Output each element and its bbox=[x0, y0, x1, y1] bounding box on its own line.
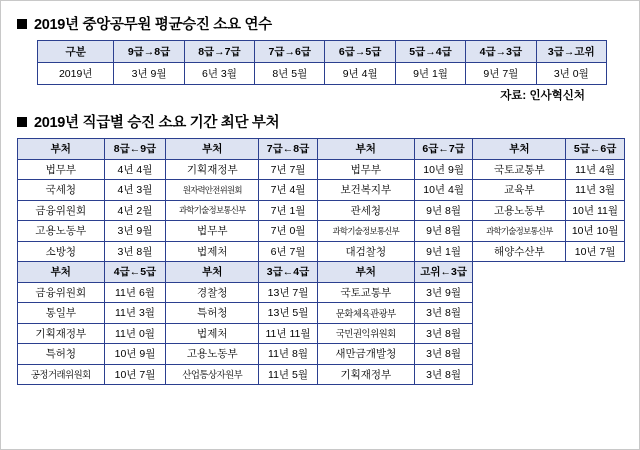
empty-cell bbox=[566, 303, 625, 324]
empty-cell bbox=[473, 323, 566, 344]
table-cell: 7년 0월 bbox=[259, 221, 318, 242]
table-cell: 고용노동부 bbox=[473, 200, 566, 221]
table-cell: 11년 11월 bbox=[259, 323, 318, 344]
table-cell: 10년 10월 bbox=[566, 221, 625, 242]
table-cell: 11년 8월 bbox=[259, 344, 318, 365]
empty-cell bbox=[566, 344, 625, 365]
table-header-cell: 고위←3급 bbox=[414, 262, 473, 283]
table-cell: 9년 8월 bbox=[414, 221, 473, 242]
empty-cell bbox=[473, 364, 566, 385]
table-header-cell: 3급→고위 bbox=[536, 41, 606, 63]
table-cell: 3년 9월 bbox=[414, 282, 473, 303]
table-cell: 10년 7월 bbox=[566, 241, 625, 262]
table-cell: 11년 3월 bbox=[104, 303, 166, 324]
table-header-cell: 부처 bbox=[317, 262, 414, 283]
table-cell: 국토교통부 bbox=[473, 159, 566, 180]
table-cell: 4년 2월 bbox=[104, 200, 166, 221]
empty-cell bbox=[566, 323, 625, 344]
shortest-promotion-ministries-table bbox=[17, 138, 625, 385]
empty-cell bbox=[566, 364, 625, 385]
table-cell: 4년 4월 bbox=[104, 159, 166, 180]
empty-cell bbox=[566, 262, 625, 283]
square-bullet-icon bbox=[17, 117, 27, 127]
table-cell: 3년 8월 bbox=[414, 303, 473, 324]
empty-cell bbox=[473, 344, 566, 365]
table-row bbox=[18, 200, 625, 221]
table-cell: 과학기술정보통신부 bbox=[473, 221, 566, 242]
table-cell: 법무부 bbox=[166, 221, 259, 242]
table-cell: 특허청 bbox=[166, 303, 259, 324]
table-cell: 관세청 bbox=[317, 200, 414, 221]
table-cell: 보건복지부 bbox=[317, 180, 414, 201]
table-cell: 9년 1월 bbox=[414, 241, 473, 262]
table-cell: 10년 11월 bbox=[566, 200, 625, 221]
table-cell: 9년 7월 bbox=[466, 63, 536, 85]
table-cell: 10년 4월 bbox=[414, 180, 473, 201]
table-cell: 법제처 bbox=[166, 323, 259, 344]
table-cell: 11년 0월 bbox=[104, 323, 166, 344]
empty-cell bbox=[566, 282, 625, 303]
table-cell: 고용노동부 bbox=[18, 221, 105, 242]
table-cell: 기획재정부 bbox=[166, 159, 259, 180]
table-row bbox=[18, 364, 625, 385]
table-cell: 특허청 bbox=[18, 344, 105, 365]
table-cell: 국토교통부 bbox=[317, 282, 414, 303]
table-header-cell: 부처 bbox=[18, 139, 105, 160]
table-cell: 3년 8월 bbox=[414, 344, 473, 365]
table-cell: 10년 9월 bbox=[414, 159, 473, 180]
table-header-row bbox=[38, 41, 607, 63]
table-header-cell: 5급←6급 bbox=[566, 139, 625, 160]
table-cell: 3년 8월 bbox=[104, 241, 166, 262]
table-header-cell: 4급→3급 bbox=[466, 41, 536, 63]
table-cell: 11년 6월 bbox=[104, 282, 166, 303]
average-promotion-years-table bbox=[37, 40, 607, 85]
table-row bbox=[38, 63, 607, 85]
table-cell: 국민권익위원회 bbox=[317, 323, 414, 344]
table-header-cell: 부처 bbox=[473, 139, 566, 160]
table-cell: 과학기술정보통신부 bbox=[166, 200, 259, 221]
table-cell: 8년 5월 bbox=[255, 63, 325, 85]
table-cell: 국세청 bbox=[18, 180, 105, 201]
table-cell: 교육부 bbox=[473, 180, 566, 201]
section2-heading bbox=[17, 111, 625, 132]
table-header-row bbox=[18, 262, 625, 283]
table-header-cell: 6급→5급 bbox=[325, 41, 395, 63]
table-cell: 해양수산부 bbox=[473, 241, 566, 262]
table-row bbox=[18, 303, 625, 324]
table-header-cell: 3급←4급 bbox=[259, 262, 318, 283]
table-header-cell: 부처 bbox=[317, 139, 414, 160]
table-cell: 11년 4월 bbox=[566, 159, 625, 180]
table-cell: 통일부 bbox=[18, 303, 105, 324]
table-cell: 법제처 bbox=[166, 241, 259, 262]
table-cell: 문화체육관광부 bbox=[317, 303, 414, 324]
section1-heading bbox=[17, 13, 625, 34]
table-cell: 기획재정부 bbox=[317, 364, 414, 385]
table-cell: 기획재정부 bbox=[18, 323, 105, 344]
table-cell: 2019년 bbox=[38, 63, 114, 85]
table-row bbox=[18, 323, 625, 344]
table-header-cell: 부처 bbox=[166, 262, 259, 283]
table-row bbox=[18, 221, 625, 242]
table-row bbox=[18, 159, 625, 180]
table-cell: 3년 0월 bbox=[536, 63, 606, 85]
section1-title: 2019년 중앙공무원 평균승진 소요 연수 bbox=[34, 17, 272, 33]
table-cell: 3년 8월 bbox=[414, 364, 473, 385]
table-cell: 7년 7월 bbox=[259, 159, 318, 180]
table-cell: 11년 3월 bbox=[566, 180, 625, 201]
table-cell: 과학기술정보통신부 bbox=[317, 221, 414, 242]
table-cell: 경찰청 bbox=[166, 282, 259, 303]
table-cell: 공정거래위원회 bbox=[18, 364, 105, 385]
table-header-cell: 부처 bbox=[18, 262, 105, 283]
table-cell: 9년 4월 bbox=[325, 63, 395, 85]
table-cell: 7년 1월 bbox=[259, 200, 318, 221]
table-cell: 13년 5월 bbox=[259, 303, 318, 324]
table-header-cell: 6급←7급 bbox=[414, 139, 473, 160]
table-header-cell: 부처 bbox=[166, 139, 259, 160]
table-header-cell: 7급→6급 bbox=[255, 41, 325, 63]
table-cell: 9년 8월 bbox=[414, 200, 473, 221]
empty-cell bbox=[473, 262, 566, 283]
table-header-row bbox=[18, 139, 625, 160]
table-cell: 원자력안전위원회 bbox=[166, 180, 259, 201]
table-cell: 6년 7월 bbox=[259, 241, 318, 262]
table-header-cell: 7급←8급 bbox=[259, 139, 318, 160]
table-cell: 고용노동부 bbox=[166, 344, 259, 365]
table-cell: 3년 9월 bbox=[114, 63, 184, 85]
empty-cell bbox=[473, 303, 566, 324]
table-cell: 9년 1월 bbox=[395, 63, 465, 85]
table-header-cell: 9급→8급 bbox=[114, 41, 184, 63]
table-cell: 3년 8월 bbox=[414, 323, 473, 344]
table-header-cell: 4급←5급 bbox=[104, 262, 166, 283]
table-cell: 10년 9월 bbox=[104, 344, 166, 365]
square-bullet-icon bbox=[17, 19, 27, 29]
table-cell: 7년 4월 bbox=[259, 180, 318, 201]
section2-title: 2019년 직급별 승진 소요 기간 최단 부처 bbox=[34, 115, 280, 131]
table-cell: 법무부 bbox=[317, 159, 414, 180]
table-cell: 금융위원회 bbox=[18, 200, 105, 221]
table-cell: 금융위원회 bbox=[18, 282, 105, 303]
table-cell: 3년 9월 bbox=[104, 221, 166, 242]
table-cell: 6년 3월 bbox=[184, 63, 254, 85]
table-cell: 대검찰청 bbox=[317, 241, 414, 262]
table-cell: 11년 5월 bbox=[259, 364, 318, 385]
table-cell: 10년 7월 bbox=[104, 364, 166, 385]
table-cell: 산업통상자원부 bbox=[166, 364, 259, 385]
table-header-cell: 구분 bbox=[38, 41, 114, 63]
table-cell: 새만금개발청 bbox=[317, 344, 414, 365]
table-cell: 4년 3월 bbox=[104, 180, 166, 201]
table-row bbox=[18, 241, 625, 262]
table-header-cell: 8급←9급 bbox=[104, 139, 166, 160]
source-note: 자료: 인사혁신처 bbox=[500, 90, 585, 102]
table-header-cell: 8급→7급 bbox=[184, 41, 254, 63]
table-row bbox=[18, 282, 625, 303]
table-cell: 13년 7월 bbox=[259, 282, 318, 303]
empty-cell bbox=[473, 282, 566, 303]
table-cell: 법무부 bbox=[18, 159, 105, 180]
table-row bbox=[18, 344, 625, 365]
table-row bbox=[18, 180, 625, 201]
table-header-cell: 5급→4급 bbox=[395, 41, 465, 63]
table-cell: 소방청 bbox=[18, 241, 105, 262]
